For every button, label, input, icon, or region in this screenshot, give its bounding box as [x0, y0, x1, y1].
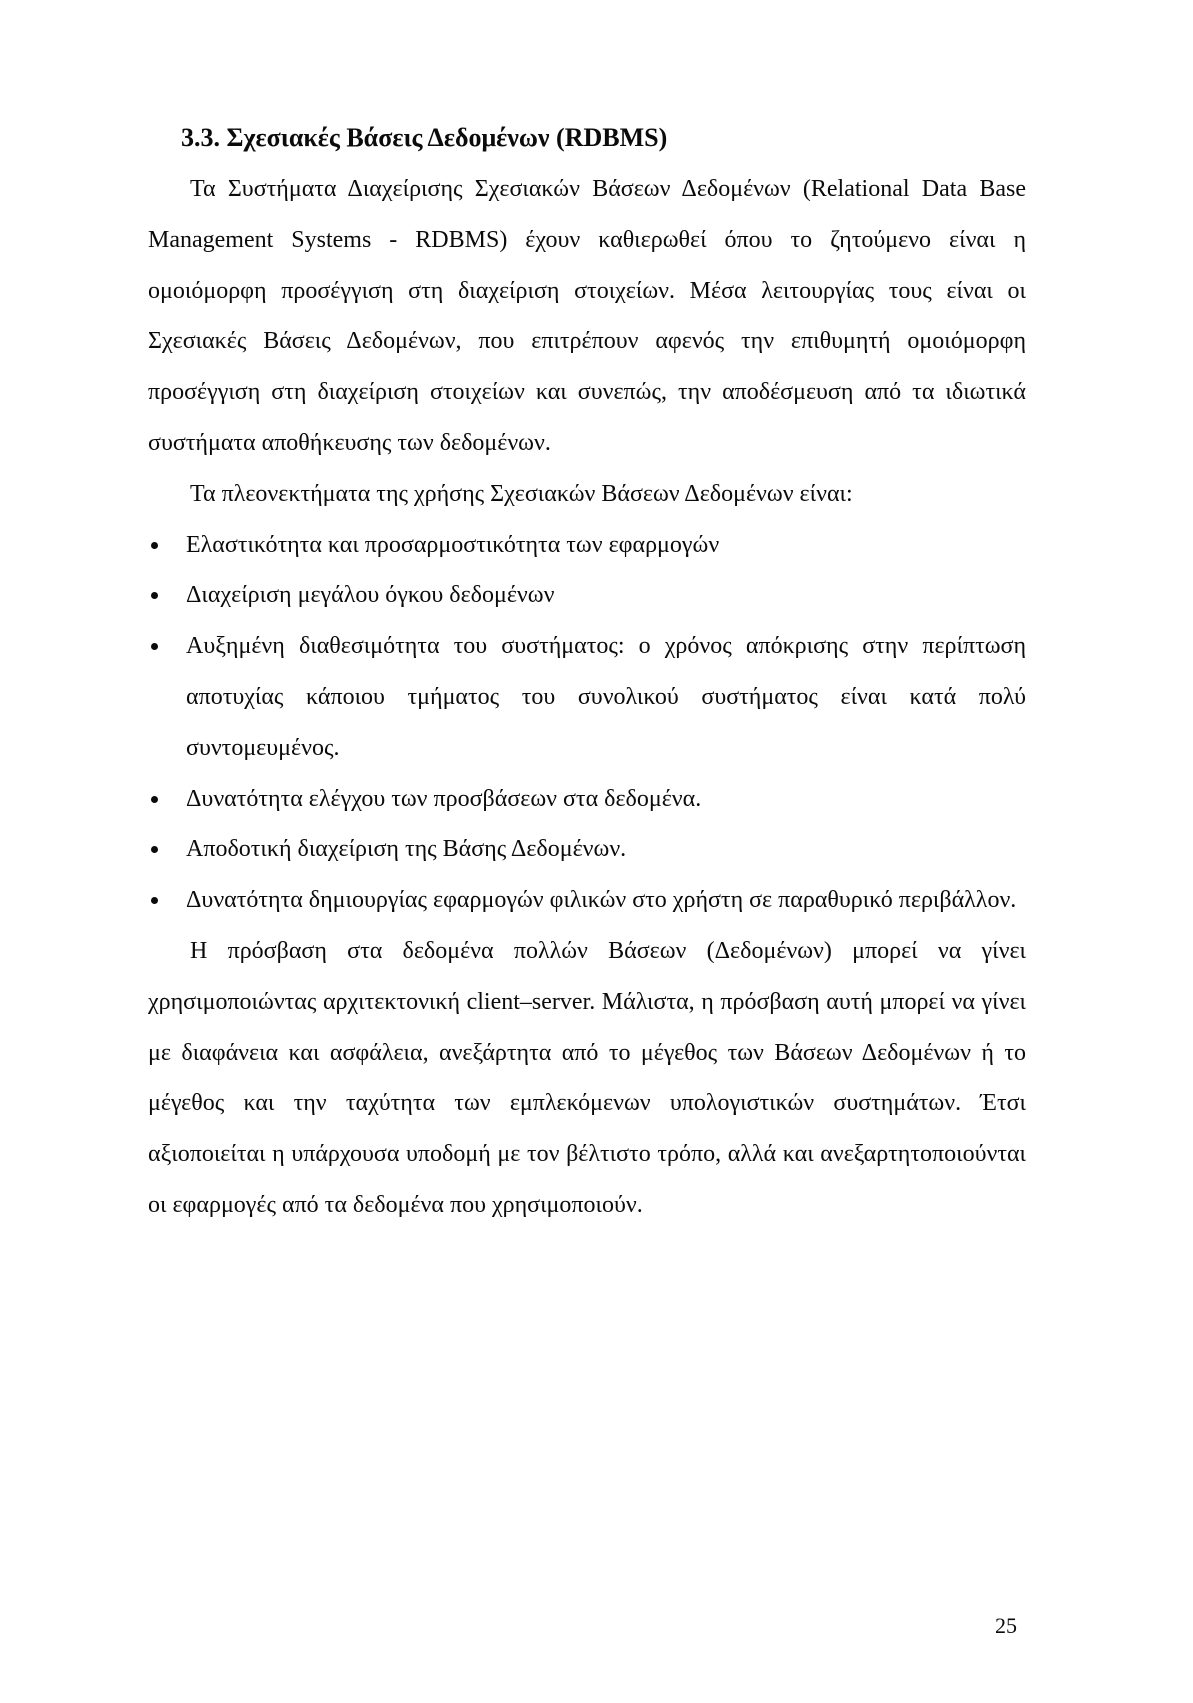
document-page: [148, 112, 1026, 1231]
list-item: [148, 621, 1026, 773]
list-item-text: Δυνατότητα ελέγχου των προσβάσεων στα δεδομένα.: [186, 785, 702, 812]
list-item-text: Αυξημένη διαθεσιμότητα του συστήματος: ο χρόνος απόκρισης στην περίπτωση αποτυχίας κάποιου τμήματος του συνολικού συστήματος είναι κατά πολύ συντομευμένος.: [186, 633, 1026, 761]
list-item: [148, 774, 1026, 825]
list-item: [148, 824, 1026, 875]
list-item: [148, 875, 1026, 926]
bullet-icon: [151, 846, 158, 853]
bullet-icon: [151, 796, 158, 803]
list-item: [148, 570, 1026, 621]
list-item: [148, 520, 1026, 571]
list-item-text: Διαχείριση μεγάλου όγκου δεδομένων: [186, 582, 555, 609]
bullet-icon: [151, 592, 158, 599]
intro-paragraph: Τα Συστήματα Διαχείρισης Σχεσιακών Βάσεων Δεδομένων (Relational Data Base Management Systems - RDBMS) έχουν καθιερωθεί όπου το ζητούμενο είναι η ομοιόμορφη προσέγγιση στη διαχείριση στοιχείων. Μέσα λειτουργίας τους είναι οι Σχεσιακές Βάσεις Δεδομένων, που επιτρέπουν αφενός την επιθυμητή ομοιόμορφη προσέγγιση στη διαχείριση στοιχείων και συνεπώς, την αποδέσμευση από τα ιδιωτικά συστήματα αποθήκευσης των δεδομένων.: [148, 176, 1026, 456]
advantages-intro-paragraph: Τα πλεονεκτήματα της χρήσης Σχεσιακών Βάσεων Δεδομένων είναι:: [190, 480, 853, 507]
bullet-icon: [151, 643, 158, 650]
advantages-list: [148, 520, 1026, 926]
section-heading: 3.3. Σχεσιακές Βάσεις Δεδομένων (RDBMS): [181, 123, 668, 152]
list-item-text: Αποδοτική διαχείριση της Βάσης Δεδομένων.: [186, 836, 627, 863]
bullet-icon: [151, 542, 158, 549]
closing-paragraph: Η πρόσβαση στα δεδομένα πολλών Βάσεων (Δεδομένων) μπορεί να γίνει χρησιμοποιώντας αρχιτεκτονική client–server. Μάλιστα, η πρόσβαση αυτή μπορεί να γίνει με διαφάνεια και ασφάλεια, ανεξάρτητα από το μέγεθος των Βάσεων Δεδομένων ή το μέγεθος και την ταχύτητα των εμπλεκόμενων υπολογιστικών συστημάτων. Έτσι αξιοποιείται η υπάρχουσα υποδομή με τον βέλτιστο τρόπο, αλλά και ανεξαρτητοποιούνται οι εφαρμογές από τα δεδομένα που χρησιμοποιούν.: [148, 937, 1026, 1218]
list-item-text: Δυνατότητα δημιουργίας εφαρμογών φιλικών στο χρήστη σε παραθυρικό περιβάλλον.: [186, 887, 1017, 914]
page-number: 25: [995, 1613, 1017, 1638]
list-item-text: Ελαστικότητα και προσαρμοστικότητα των εφαρμογών: [186, 531, 720, 558]
bullet-icon: [151, 897, 158, 904]
